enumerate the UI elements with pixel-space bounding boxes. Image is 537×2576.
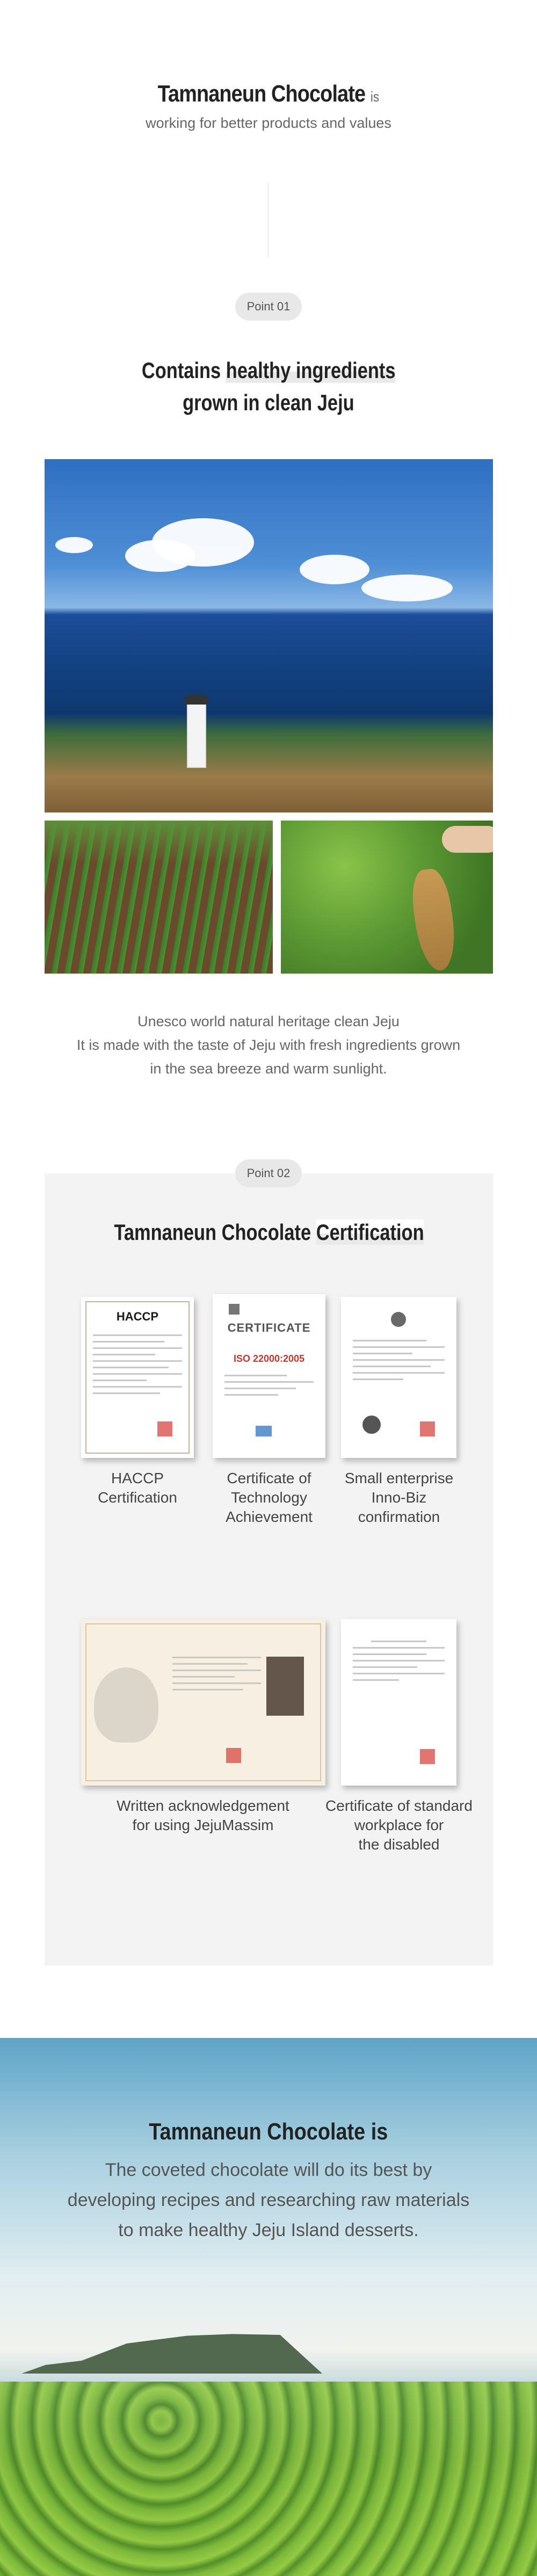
accreditation-logo: [256, 1426, 272, 1436]
harvested-root-photo: [281, 821, 493, 974]
intro-title: [158, 81, 379, 107]
caption-line: Certificate of: [227, 1470, 311, 1486]
certificate-text-lines: [353, 1641, 445, 1686]
closing-line: developing recipes and researching raw materials: [67, 2190, 470, 2210]
intro-section: [0, 81, 537, 132]
standard-workplace-certificate: [341, 1619, 456, 1786]
certificate-caption: [96, 1796, 310, 1835]
hand-shape: [442, 826, 493, 853]
certificate-text-lines: [224, 1375, 314, 1401]
caption-line: Written acknowledgement: [117, 1797, 289, 1814]
lighthouse: [187, 703, 206, 768]
caption-line: Certification: [98, 1489, 177, 1506]
certificate-standard: ISO 22000:2005: [233, 1353, 305, 1364]
description-line: in the sea breeze and warm sunlight.: [150, 1061, 387, 1077]
caption-line: confirmation: [358, 1508, 440, 1525]
certificate-text-lines: [93, 1334, 182, 1399]
heading-text: Tamnaneun Chocolate: [113, 1220, 316, 1245]
heading-highlight: Certification: [316, 1220, 424, 1245]
cloud-shape: [300, 555, 369, 584]
intro-subtitle: working for better products and values: [146, 115, 391, 131]
jejumassim-logo: [266, 1657, 304, 1716]
certificate-caption: [318, 1469, 480, 1527]
brand-suffix: is: [371, 89, 380, 105]
point-01-description: [0, 1010, 537, 1080]
point-02-badge: Point 02: [235, 1159, 302, 1187]
emblem-mark: [391, 1312, 406, 1327]
iso-certificate: [213, 1294, 325, 1458]
certificate-title: HACCP: [116, 1310, 159, 1323]
island-silhouette: [21, 2331, 322, 2374]
brand-name: Tamnaneun Chocolate: [157, 81, 366, 107]
closing-title-text: Tamnaneun Chocolate is: [149, 2118, 388, 2145]
certificate-text-lines: [172, 1657, 261, 1695]
closing-banner: [0, 2038, 537, 2576]
heading-line-2: grown in clean Jeju: [183, 390, 354, 415]
description-line: It is made with the taste of Jeju with fresh ingredients grown: [76, 1037, 461, 1053]
seal-stamp: [420, 1749, 435, 1764]
point-01-heading: [0, 354, 537, 419]
mascot-illustration: [94, 1667, 158, 1743]
heading-text: Contains: [141, 358, 226, 383]
cloud-shape: [361, 575, 453, 601]
caption-line: Small enterprise: [344, 1470, 454, 1486]
point-02-heading: [45, 1216, 493, 1249]
caption-line: workplace for: [354, 1817, 444, 1833]
closing-text: [0, 2155, 537, 2245]
certificate-text-lines: [353, 1340, 445, 1385]
seal-stamp: [226, 1748, 241, 1763]
closing-title: [0, 2118, 537, 2145]
closing-line: to make healthy Jeju Island desserts.: [118, 2220, 419, 2240]
caption-line: Achievement: [226, 1508, 313, 1525]
logo-mark: [229, 1304, 240, 1315]
mossy-rocks: [0, 2382, 537, 2576]
certification-panel: [45, 1166, 493, 1965]
root-shape: [408, 867, 460, 973]
caption-line: HACCP: [111, 1470, 164, 1486]
haccp-certificate: [81, 1297, 194, 1458]
cloud-shape: [125, 540, 195, 572]
crop-field-photo: [45, 821, 273, 974]
heading-highlight: healthy ingredients: [226, 358, 396, 383]
certificate-title: CERTIFICATE: [227, 1321, 311, 1334]
seal-stamp: [157, 1421, 172, 1436]
jejumassim-certificate: [81, 1619, 325, 1786]
caption-line: Technology: [231, 1489, 307, 1506]
caption-line: Inno-Biz: [371, 1489, 427, 1506]
caption-line: Certificate of standard: [325, 1797, 473, 1814]
closing-line: The coveted chocolate will do its best by: [105, 2160, 432, 2180]
point-01-badge: Point 01: [235, 293, 302, 321]
description-line: Unesco world natural heritage clean Jeju: [137, 1013, 400, 1029]
seal-stamp: [420, 1421, 435, 1436]
caption-line: for using JejuMassim: [132, 1817, 274, 1833]
caption-line: the disabled: [358, 1836, 440, 1853]
round-seal: [362, 1416, 381, 1434]
cloud-shape: [55, 537, 93, 553]
jeju-coast-photo: [45, 459, 493, 812]
innobiz-certificate: [341, 1297, 456, 1458]
certificate-caption: [316, 1796, 482, 1854]
